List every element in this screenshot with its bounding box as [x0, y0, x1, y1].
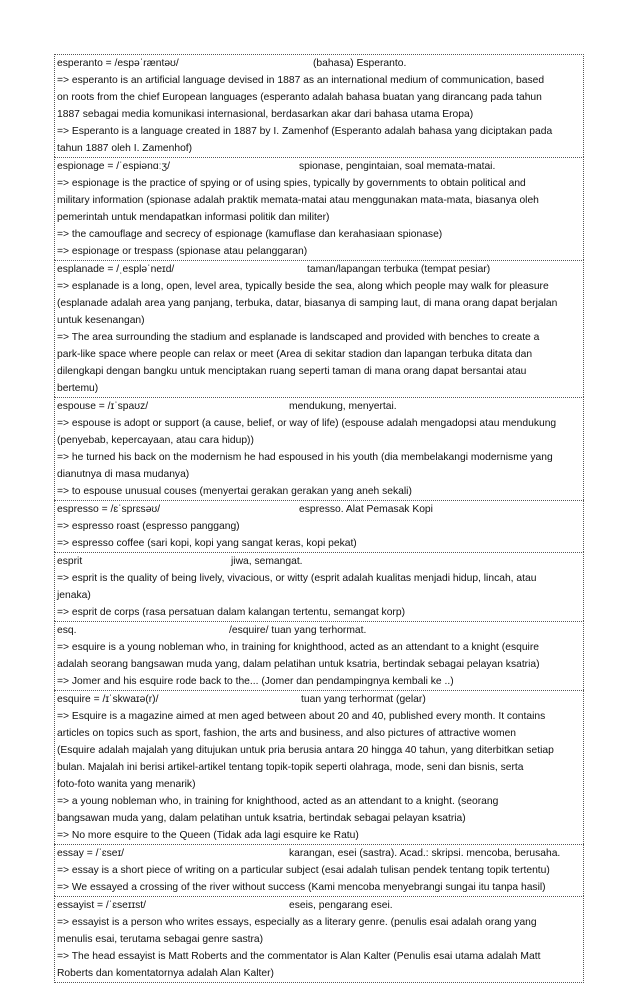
- dictionary-entry: [54, 54, 584, 157]
- entry-header: [55, 398, 583, 415]
- meaning: karangan, esei (sastra). Acad.: skripsi. mencoba, berusaha.: [289, 848, 561, 859]
- entry-header: [55, 261, 583, 278]
- entry-line: => esplanade is a long, open, level area, typically beside the sea, along which people may walk for pleasure: [57, 281, 549, 292]
- entry-line: park-like space where people can relax or meet (Area di sekitar stadion dan lapangan terbuka ditata dan: [57, 349, 533, 360]
- entry-line: => The head essayist is Matt Roberts and the commentator is Alan Kalter (Penulis esai utama adalah Matt: [57, 951, 541, 962]
- dictionary-entry: [54, 552, 584, 621]
- entry-line: => esperanto is an artificial language devised in 1887 as an international medium of communication, based: [57, 75, 545, 86]
- headword: espresso = /ɛˈsprɛsəʊ/: [57, 504, 161, 515]
- entry-header: [55, 553, 583, 570]
- entry-line: => esprit de corps (rasa persatuan dalam kalangan tertentu, semangat korp): [57, 607, 406, 618]
- entry-line: jenaka): [57, 590, 91, 601]
- dictionary-entry: [54, 844, 584, 896]
- dictionary-entry: [54, 260, 584, 397]
- entry-line: bangsawan muda yang, dalam pelatihan untuk ksatria, bertindak sebagai pelayan ksatria): [57, 813, 466, 824]
- entry-line: => The area surrounding the stadium and esplanade is landscaped and provided with benches to create a: [57, 332, 540, 343]
- entry-line: (Esquire adalah majalah yang ditujukan untuk pria berusia antara 20 hingga 40 tahun, yang diterbitkan setiap: [57, 745, 554, 756]
- dictionary-entry: [54, 157, 584, 260]
- entry-line: => he turned his back on the modernism he had espoused in his youth (dia membelakangi modernisme yang: [57, 452, 553, 463]
- entry-line: menulis esai, terutama sebagai genre sastra): [57, 934, 264, 945]
- entry-line: Roberts dan komentatornya adalah Alan Kalter): [57, 968, 274, 979]
- entry-line: => the camouflage and secrecy of espionage (kamuflase dan kerahasiaan spionase): [57, 229, 443, 240]
- entry-line: => We essayed a crossing of the river without success (Kami mencoba menyebrangi sungai itu tanpa hasil): [57, 882, 546, 893]
- entry-line: => essayist is a person who writes essays, especially as a literary genre. (penulis esai adalah orang yang: [57, 917, 537, 928]
- headword: esq.: [57, 625, 77, 636]
- entry-header: [55, 897, 583, 914]
- entry-line: adalah seorang bangsawan muda yang, dalam pelatihan untuk ksatria, bertindak sebagai pelayan ksatria): [57, 659, 540, 670]
- meaning: /esquire/ tuan yang terhormat.: [229, 625, 367, 636]
- entry-line: (penyebab, kepercayaan, atau cara hidup)): [57, 435, 254, 446]
- entry-line: => espionage or trespass (spionase atau pelanggaran): [57, 246, 308, 257]
- entry-line: (esplanade adalah area yang panjang, terbuka, datar, biasanya di samping laut, di mana orang dapat berjalan: [57, 298, 558, 309]
- entry-header: [55, 622, 583, 639]
- entry-line: dianutnya di masa mudanya): [57, 469, 190, 480]
- entry-line: => essay is a short piece of writing on a particular subject (esai adalah tulisan pendek tentang topik tertentu): [57, 865, 550, 876]
- entry-line: => espresso roast (espresso panggang): [57, 521, 240, 532]
- meaning: taman/lapangan terbuka (tempat pesiar): [307, 264, 491, 275]
- entry-line: on roots from the chief European languages (esperanto adalah bahasa buatan yang dirancang pada tahun: [57, 92, 542, 103]
- entry-line: 1887 sebagai media komunikasi internasional, berdasarkan akar dari bahasa utama Eropa): [57, 109, 474, 120]
- meaning: jiwa, semangat.: [231, 556, 303, 567]
- entry-line: articles on topics such as sport, fashion, the arts and business, and also pictures of attractive women: [57, 728, 517, 739]
- headword: essayist = /ˈɛseɪɪst/: [57, 900, 147, 911]
- headword: espouse = /ɪˈspaʊz/: [57, 401, 149, 412]
- entry-line: => a young nobleman who, in training for knighthood, acted as an attendant to a knight. (seorang: [57, 796, 499, 807]
- meaning: mendukung, menyertai.: [289, 401, 397, 412]
- entry-line: military information (spionase adalah praktik memata-matai atau menggunakan mata-mata, biasanya oleh: [57, 195, 539, 206]
- headword: esplanade = /ˌespləˈneɪd/: [57, 264, 175, 275]
- dictionary-entry: [54, 621, 584, 690]
- meaning: spionase, pengintaian, soal memata-matai.: [299, 161, 496, 172]
- entry-line: => espouse is adopt or support (a cause, belief, or way of life) (espouse adalah mengadopsi atau mendukung: [57, 418, 557, 429]
- entry-line: bertemu): [57, 383, 99, 394]
- entry-line: => espionage is the practice of spying or of using spies, typically by governments to obtain political and: [57, 178, 526, 189]
- meaning: tuan yang terhormat (gelar): [301, 694, 426, 705]
- entry-header: [55, 55, 583, 72]
- dictionary-entry: [54, 397, 584, 500]
- entry-line: => Esquire is a magazine aimed at men aged between about 20 and 40, published every month. It contains: [57, 711, 546, 722]
- entry-line: => esquire is a young nobleman who, in training for knighthood, acted as an attendant to a knight (esquire: [57, 642, 539, 653]
- headword: essay = /ˈɛseɪ/: [57, 848, 125, 859]
- entry-line: tahun 1887 oleh I. Zamenhof): [57, 143, 193, 154]
- meaning: (bahasa) Esperanto.: [313, 58, 407, 69]
- headword: esperanto = /espəˈræntəʊ/: [57, 58, 179, 69]
- meaning: espresso. Alat Pemasak Kopi: [299, 504, 433, 515]
- dictionary-sheet: [54, 54, 584, 983]
- headword: esprit: [57, 556, 83, 567]
- meaning: eseis, pengarang esei.: [289, 900, 393, 911]
- entry-line: => Esperanto is a language created in 1887 by I. Zamenhof (Esperanto adalah bahasa yang diciptakan pada: [57, 126, 553, 137]
- entry-line: => No more esquire to the Queen (Tidak ada lagi esquire ke Ratu): [57, 830, 359, 841]
- entry-line: => Jomer and his esquire rode back to the... (Jomer dan pendampingnya kembali ke ..): [57, 676, 454, 687]
- headword: espionage = /ˈespiənɑːʒ/: [57, 161, 170, 172]
- dictionary-entry: [54, 896, 584, 983]
- entry-header: [55, 158, 583, 175]
- entry-line: => espresso coffee (sari kopi, kopi yang sangat keras, kopi pekat): [57, 538, 357, 549]
- entry-header: [55, 501, 583, 518]
- dictionary-entry: [54, 500, 584, 552]
- entry-line: bulan. Majalah ini berisi artikel-artikel tentang topik-topik seperti olahraga, mode, seni dan bisnis, serta: [57, 762, 524, 773]
- dictionary-entry: [54, 690, 584, 844]
- entry-header: [55, 691, 583, 708]
- entry-line: pemerintah untuk mendapatkan informasi politik dan militer): [57, 212, 330, 223]
- entry-line: => to espouse unusual couses (menyertai gerakan gerakan yang aneh sekali): [57, 486, 412, 497]
- entry-line: foto-foto wanita yang menarik): [57, 779, 196, 790]
- entry-line: untuk kesenangan): [57, 315, 145, 326]
- entry-header: [55, 845, 583, 862]
- headword: esquire = /ɪˈskwaɪə(r)/: [57, 694, 159, 705]
- entry-line: => esprit is the quality of being lively, vivacious, or witty (esprit adalah kualitas menjadi hidup, lincah, atau: [57, 573, 537, 584]
- entry-line: dilengkapi dengan bangku untuk menciptakan ruang seperti taman di mana orang dapat bersantai atau: [57, 366, 527, 377]
